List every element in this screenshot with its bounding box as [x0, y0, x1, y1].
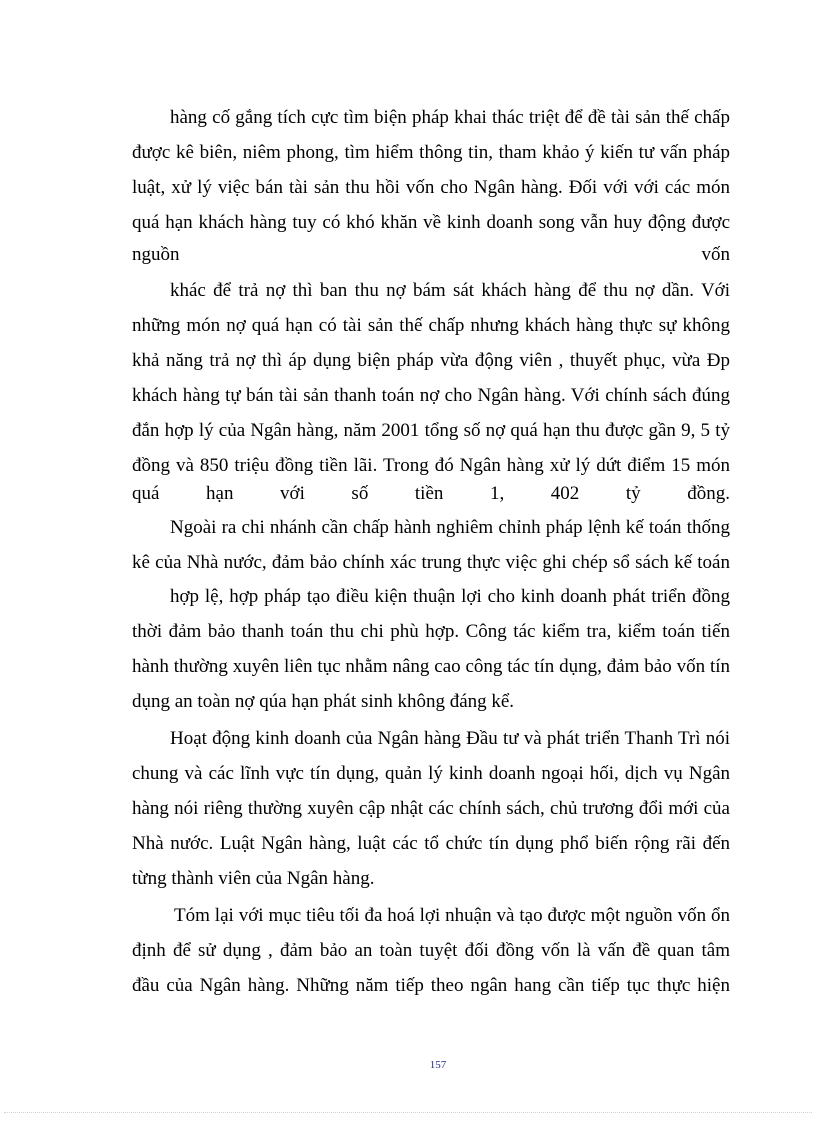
text-line: đồng và 850 triệu đồng tiền lãi. Trong đó Ngân hàng xử lý dứt điểm 15 món	[132, 455, 730, 476]
page-number: 157	[429, 1059, 447, 1071]
text-line: từng thành viên của Ngân hàng.	[132, 868, 375, 889]
text-line: chung và các lĩnh vực tín dụng, quản lý kinh doanh ngoại hối, dịch vụ Ngân	[132, 763, 730, 784]
text-line: Ngoài ra chi nhánh cần chấp hành nghiêm chỉnh pháp lệnh kế toán thống	[170, 517, 730, 538]
text-line: hàng cố gắng tích cực tìm biện pháp khai thác triệt để đề tài sản thế chấp	[170, 107, 730, 128]
text-line: quá hạn với số tiền 1, 402 tỷ đồng.	[132, 483, 730, 504]
text-line: luật, xử lý việc bán tài sản thu hồi vốn cho Ngân hàng. Đối với với các món	[132, 177, 730, 198]
text-line: khả năng trả nợ thì áp dụng biện pháp vừa động viên , thuyết phục, vừa Đp	[132, 350, 730, 371]
text-line: hàng nói riêng thường xuyên cập nhật các chính sách, chủ trương đổi mới của	[132, 798, 730, 819]
footer-divider	[4, 1112, 812, 1113]
text-line: Nhà nước. Luật Ngân hàng, luật các tổ chức tín dụng phổ biến rộng rãi đến	[132, 833, 730, 854]
text-line: đắn hợp lý của Ngân hàng, năm 2001 tổng số nợ quá hạn thu được gần 9, 5 tỷ	[132, 420, 730, 441]
text-line: kê của Nhà nước, đảm bảo chính xác trung thực việc ghi chép sổ sách kế toán	[132, 552, 730, 573]
text-line: những món nợ quá hạn có tài sản thế chấp nhưng khách hàng thực sự không	[132, 315, 730, 336]
text-line: quá hạn khách hàng tuy có khó khăn về kinh doanh song vẫn huy động được	[132, 212, 730, 233]
text-line: được kê biên, niêm phong, tìm hiểm thông tin, tham khảo ý kiến tư vấn pháp	[132, 142, 730, 163]
text-line: Hoạt động kinh doanh của Ngân hàng Đầu tư và phát triển Thanh Trì nói	[170, 728, 730, 749]
text-line: khách hàng tự bán tài sản thanh toán nợ cho Ngân hàng. Với chính sách đúng	[132, 385, 730, 406]
text-line: nguồn vốn	[132, 244, 730, 265]
text-line: hành thường xuyên liên tục nhằm nâng cao công tác tín dụng, đảm bảo vốn tín	[132, 656, 730, 677]
text-line: định để sử dụng , đảm bảo an toàn tuyệt đối đồng vốn là vấn đề quan tâm	[132, 940, 730, 961]
text-line: hợp lệ, hợp pháp tạo điều kiện thuận lợi cho kinh doanh phát triển đồng	[170, 586, 730, 607]
text-line: thời đảm bảo thanh toán thu chi phù hợp. Công tác kiểm tra, kiểm toán tiến	[132, 621, 730, 642]
text-line: khác để trả nợ thì ban thu nợ bám sát khách hàng để thu nợ dần. Với	[170, 280, 730, 301]
text-line: Tóm lại với mục tiêu tối đa hoá lợi nhuận và tạo được một nguồn vốn ổn	[174, 905, 730, 926]
text-line: dụng an toàn nợ qúa hạn phát sinh không đáng kể.	[132, 691, 515, 712]
text-line: đầu của Ngân hàng. Những năm tiếp theo ngân hang cần tiếp tục thực hiện	[132, 975, 730, 996]
